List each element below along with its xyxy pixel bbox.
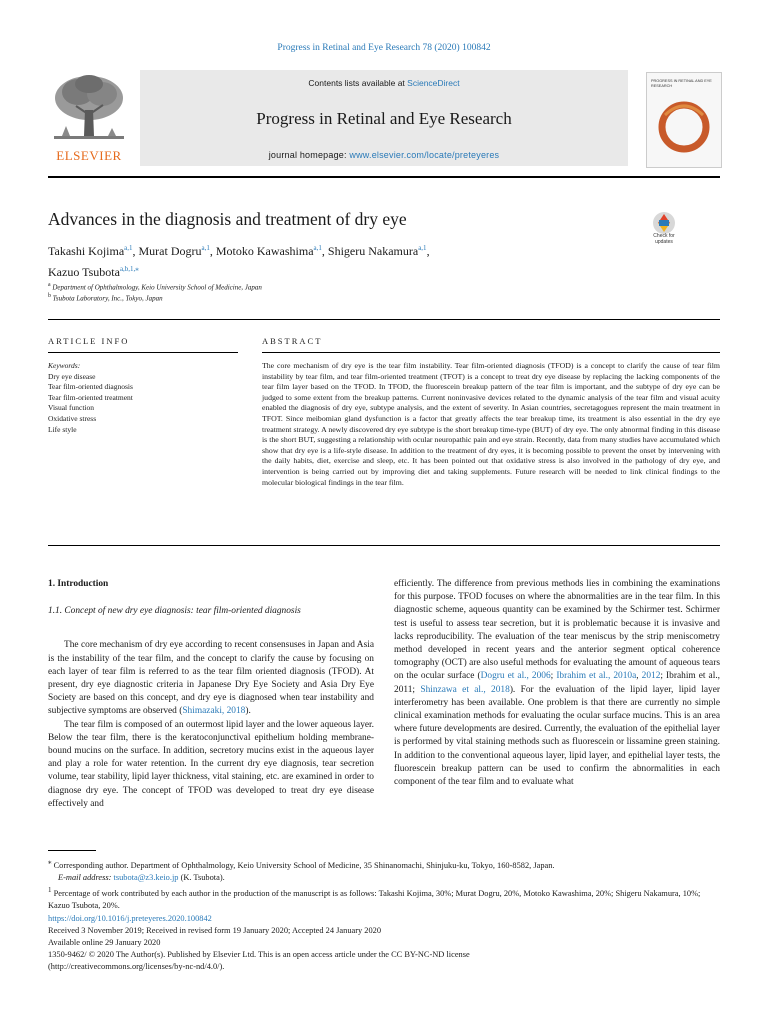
title-rule: [48, 319, 720, 320]
citation-link[interactable]: Dogru et al., 2006: [480, 671, 551, 682]
cover-artwork: [657, 95, 711, 159]
abstract-heading: ABSTRACT: [262, 336, 323, 346]
abstract-rule: [262, 352, 720, 353]
available-online: Available online 29 January 2020: [48, 938, 161, 947]
article-title: Advances in the diagnosis and treatment of dry eye: [48, 209, 407, 229]
keyword: Life style: [48, 424, 77, 434]
subsection-title: 1.1. Concept of new dry eye diagnosis: tear film-oriented diagnosis: [48, 606, 301, 617]
journal-cover-thumbnail[interactable]: [646, 72, 722, 168]
author[interactable]: Kazuo Tsubota$^{a,b,1,⁎}$: [48, 265, 139, 279]
journal-citation[interactable]: Progress in Retinal and Eye Research 78 (2020) 100842: [277, 43, 491, 53]
affiliation: $^a$ Department of Ophthalmology, Keio University School of Medicine, Japan: [48, 282, 262, 292]
section-title: 1. Introduction: [48, 579, 109, 589]
header-rule: [48, 176, 720, 178]
license-url[interactable]: (http://creativecommons.org/licenses/by-nc-nd/4.0/).: [48, 962, 225, 971]
homepage-link[interactable]: www.elsevier.com/locate/preteyeres: [349, 150, 500, 160]
author[interactable]: Motoko Kawashima$^{a,1}$: [215, 244, 322, 258]
affiliation: $^b$ Tsubota Laboratory, Inc., Tokyo, Japan: [48, 293, 163, 303]
author-list: Takashi Kojima$^{a,1}$, Murat Dogru$^{a,1}$, Motoko Kawashima$^{a,1}$, Shigeru Nakamura$^{a,1}$, Kazuo Tsubota$^{a,b,1,⁎}$: [48, 244, 430, 279]
article-info-heading: ARTICLE INFO: [48, 336, 130, 346]
citation-link[interactable]: Ibrahim et al., 2010a: [556, 671, 637, 682]
received-dates: Received 3 November 2019; Received in revised form 19 January 2020; Accepted 24 January 2020: [48, 926, 382, 935]
abstract-text: The core mechanism of dry eye is the tear film instability. Tear film-oriented diagnosis (TFOD) is a concept to clarify the cause of tear film instability by tear film, and tear film-oriented treatment (TFOT) is a concept to treat dry eye disease by replacing the lacking components of the tear film layer based on the TFOD. In TFOD, the fluorescein breakup pattern of the tear film is important, and the subtype of dry eye can be judged to some extent from the breakup patterns. Current noninvasive devices related to the dynamic analysis of the tear film and visual acuity enabled the diagnosis of dry eye, subtype analysis, and the extent of severity. In Asian countries, secretagogues represent the main treatment in TFOT. Since meibomian gland dysfunction is a factor that greatly affects the tear breakup time, its treatment is also essential in the dry eye treatment strategy. A newly discovered dry eye subtype is the short breakup time-type (BUT) of dry eye. The only abnormal finding in this disease is the short BUT, suggesting a relationship with ocular neuropathic pain and eye strain. Recently, data from many studies have accumulated which show that dry eye is a life-style disease. In addition to the treatment of dry eyes, it is becoming possible to prevent the onset by intervening with the daily habits, diet, exercise and sleep, etc. It has been pointed out that oxidative stress is also involved in the pathology of dry eye, and intervention is being carried out by improving diet and taking supplements. Future research will be needed to link clinical findings to the molecular biological findings in the tear film.: [262, 361, 720, 487]
elsevier-wordmark: ELSEVIER: [56, 148, 122, 163]
corresponding-footnote: ⁎ Corresponding author. Department of Ophthalmology, Keio University School of Medicine, 35 Shinanomachi, Shinjuku-ku, Tokyo, 160-8582, Japan.: [48, 858, 555, 870]
elsevier-tree-logo: [48, 70, 130, 170]
journal-masthead: [48, 70, 720, 170]
citation-link[interactable]: 2012: [641, 671, 661, 682]
keyword: Dry eye disease: [48, 371, 96, 381]
author[interactable]: Takashi Kojima$^{a,1}$: [48, 244, 133, 258]
keyword: Tear film-oriented treatment: [48, 392, 133, 402]
citation-link[interactable]: Shimazaki, 2018: [182, 706, 246, 717]
crossmark-label: Check for updates: [653, 233, 675, 245]
abstract-bottom-rule: [48, 545, 720, 546]
cover-title: PROGRESS IN RETINAL AND EYE RESEARCH: [651, 79, 712, 88]
contents-prefix: Contents lists available at: [308, 78, 408, 88]
body-paragraph: The core mechanism of dry eye according to recent consensuses in Japan and Asia is the instability of the tear film, and the concept to clarify the cause by focusing on each layer of tear film is referred to as the tear film oriented diagnosis (TFOD). At present, dry eye diagnostic criteria in Japanese Dry Eye Society and Asia Dry Eye Society are based on this concept, and dry eye is diagnosed when tear instability and subjective symptoms are observed (Shimazaki, 2018).: [48, 640, 374, 717]
keyword: Tear film-oriented diagnosis: [48, 382, 133, 392]
author[interactable]: Murat Dogru$^{a,1}$: [138, 244, 210, 258]
body-paragraph: efficiently. The difference from previous methods lies in combining the examinations for this purpose. TFOD focuses on where the abnormalities are in the tear film. In this diagnostic scheme, aqueous quantity can be examined by the Schirmer test. Schirmer test is useful to assess tear secretion, but it is problematic because it is invasive and lacks reproducibility. The evaluation of the tear meniscus by the strip meniscometry method developed in recent years and the anterior segment optical coherence tomography (OCT) are also useful methods for evaluating the amount of aqueous tears on the ocular surface (Dogru et al., 2006; Ibrahim et al., 2010a, 2012; Ibrahim et al., 2011; Shinzawa et al., 2018). For the evaluation of the lipid layer, lipid layer interferometry has been available. One problem is that there are currently no simple clinical examination methods for evaluating the ocular surface mucins. This is an area where future developments are desired. Currently, the evaluation of the epithelial layer is performed by vital staining methods such as fluorescein or lissamine green staining. In addition to the conventional aqueous layer, lipid layer, and epithelial layer tests, the fluorescein breakup pattern can be used to confirm the abnormalities in each component of the tear film and to evaluate what: [394, 579, 721, 788]
journal-header-band: [140, 70, 628, 166]
keyword: Oxidative stress: [48, 413, 97, 423]
license-text: 1350-9462/ © 2020 The Author(s). Published by Elsevier Ltd. This is an open access article under the CC BY-NC-ND license: [48, 950, 470, 959]
homepage-line: [140, 150, 628, 160]
publication-info: [48, 913, 720, 973]
sciencedirect-link[interactable]: ScienceDirect: [407, 78, 460, 88]
body-column-right: [394, 578, 720, 789]
contents-line: [140, 78, 628, 88]
citation-link[interactable]: Shinzawa et al., 2018: [420, 684, 510, 695]
keywords-label: Keywords:: [48, 361, 81, 370]
homepage-prefix: journal homepage:: [268, 150, 350, 160]
keywords-block: [48, 361, 238, 435]
article-info-rule: [48, 352, 238, 353]
footnote-rule: [48, 850, 96, 851]
contribution-footnote: $^1$ Percentage of work contributed by each author in the production of the manuscript is as follows: Takashi Kojima, 30%; Murat Dogru, 20%, Motoko Kawashima, 20%; Shigeru Nakamura, 10%; Kazuo Tsubota, 20%.: [48, 885, 701, 910]
footnotes: [48, 856, 720, 912]
doi-link[interactable]: https://doi.org/10.1016/j.preteyeres.2020.100842: [48, 914, 212, 923]
body-paragraph: The tear film is composed of an outermost lipid layer and the lower aqueous layer. Below the tear film, there is the keratoconjunctival epithelium holding membrane-bound mucins on the surface. In addition, secretory mucins exist in the aqueous layer and play a role for water retention. In the current dry eye diagnosis, tear secretion volume, tear stability, lipid layer thickness, vital staining, etc. are examined in order to diagnose dry eye. The concept of TFOD was developed to treat dry eye disease effectively and: [48, 719, 374, 809]
email-link[interactable]: tsubota@z3.keio.jp: [113, 872, 179, 882]
body-column-left: [48, 578, 374, 811]
email-footnote: E-mail address: tsubota@z3.keio.jp (K. Tsubota).: [58, 872, 225, 882]
journal-title: Progress in Retinal and Eye Research: [256, 109, 512, 128]
author[interactable]: Shigeru Nakamura$^{a,1}$: [327, 244, 427, 258]
keyword: Visual function: [48, 403, 94, 413]
